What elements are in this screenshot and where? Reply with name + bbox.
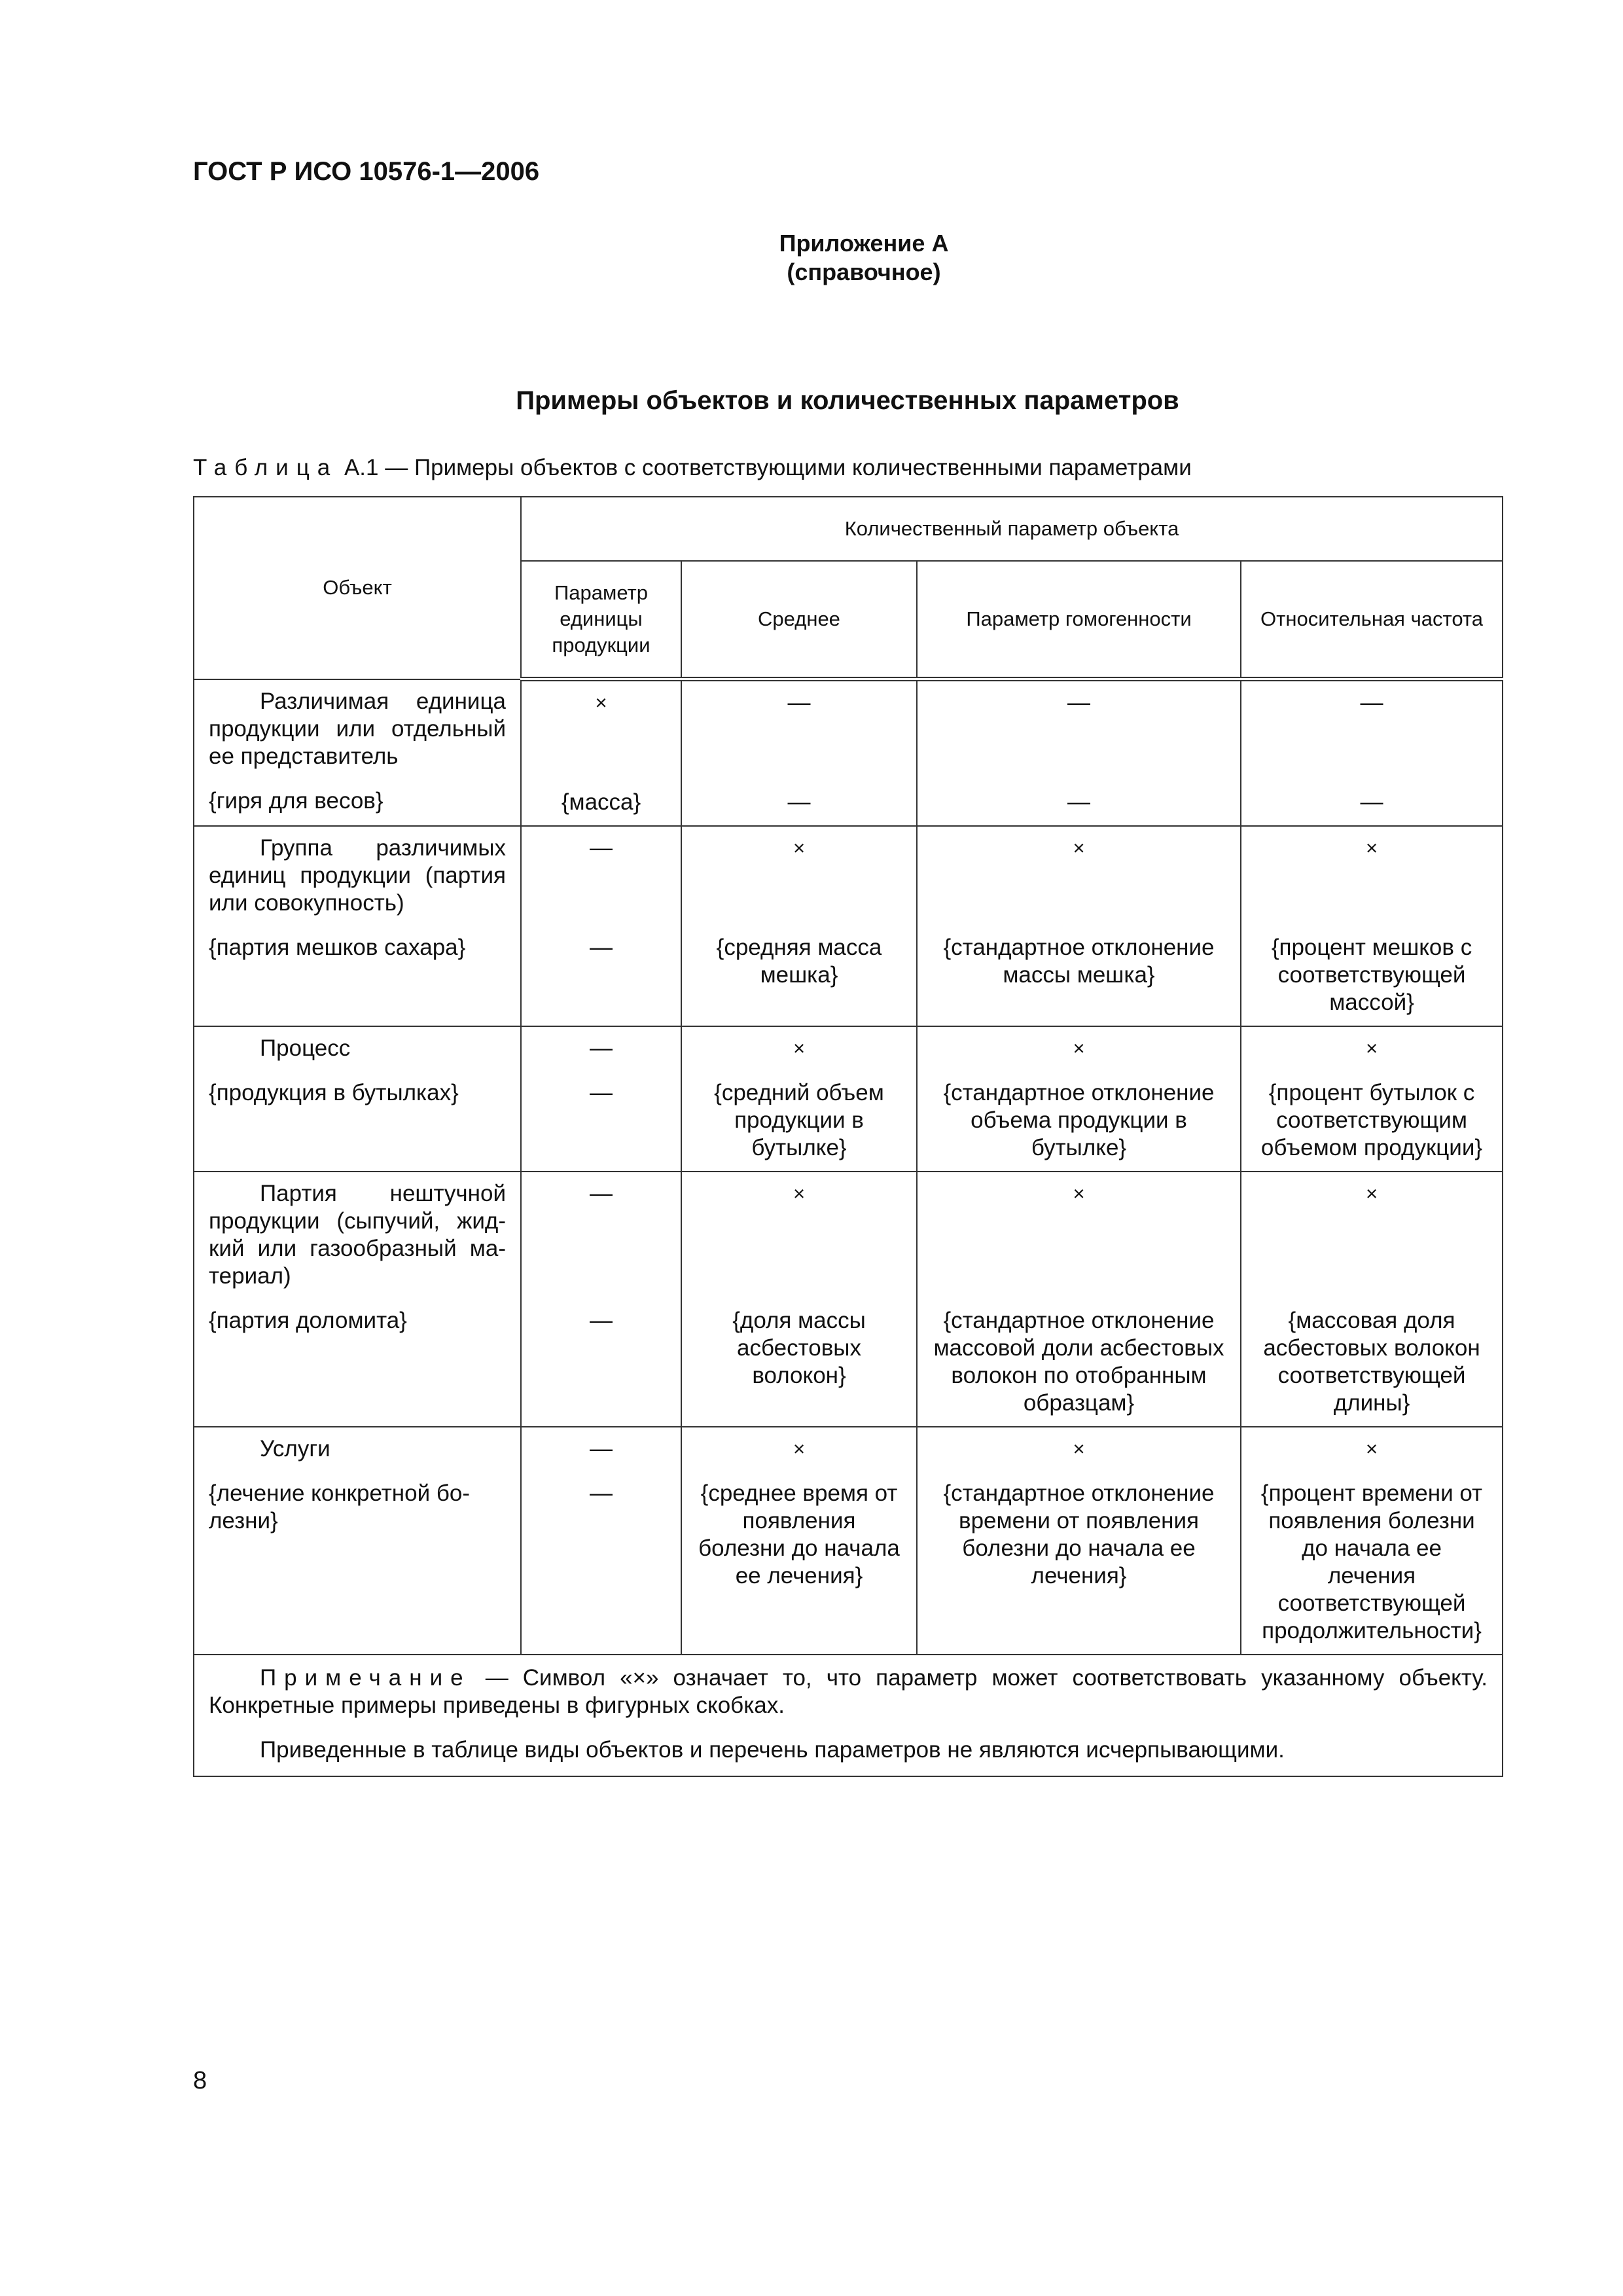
table-row bbox=[194, 679, 1503, 827]
homogeneity-example: — bbox=[1067, 789, 1090, 815]
mean-mark: — bbox=[787, 690, 811, 715]
frequency-example: {массовая доля асбестовых волокон соответствующей длины} bbox=[1263, 1308, 1480, 1416]
homogeneity-cell bbox=[917, 1026, 1241, 1172]
appendix-heading bbox=[694, 229, 1034, 287]
object-example: {партия мешков сахара} bbox=[209, 935, 466, 960]
mean-cell bbox=[681, 826, 917, 1026]
mean-cell bbox=[681, 679, 917, 827]
mean-cell bbox=[681, 1172, 917, 1427]
page-number: 8 bbox=[193, 2067, 207, 2094]
frequency-cell bbox=[1241, 679, 1503, 827]
note-label: Примечание bbox=[260, 1665, 471, 1691]
frequency-mark: × bbox=[1365, 1037, 1378, 1060]
object-cell bbox=[194, 1427, 521, 1655]
table-note-row bbox=[194, 1655, 1503, 1776]
homogeneity-mark: — bbox=[1067, 690, 1090, 715]
unit-param-mark: — bbox=[590, 1035, 613, 1061]
table-row bbox=[194, 826, 1503, 1026]
table-note bbox=[194, 1655, 1503, 1776]
section-title: Примеры объектов и количественных параметров bbox=[516, 386, 1179, 415]
header-homogeneity: Параметр гомогенности bbox=[917, 561, 1241, 679]
header-object: Объект bbox=[194, 497, 521, 679]
homogeneity-cell bbox=[917, 1427, 1241, 1655]
object-name: Процесс bbox=[260, 1035, 351, 1061]
object-cell bbox=[194, 679, 521, 827]
mean-mark: × bbox=[793, 1037, 806, 1060]
unit-param-example: — bbox=[590, 1308, 613, 1333]
homogeneity-cell bbox=[917, 826, 1241, 1026]
object-cell bbox=[194, 826, 521, 1026]
unit-param-cell bbox=[521, 679, 681, 827]
note-text: — Символ «×» означает то, что параметр может соответствовать указанному объекту. Конкретные примеры приведены в фигурных скобках. bbox=[209, 1665, 1488, 1718]
table-row bbox=[194, 1172, 1503, 1427]
homogeneity-mark: × bbox=[1073, 1182, 1085, 1205]
object-example: {лечение конкретной болезни} bbox=[209, 1480, 471, 1534]
parameters-table bbox=[193, 496, 1503, 1777]
mean-example: {средний объем продукции в бутылке} bbox=[714, 1080, 884, 1160]
frequency-cell bbox=[1241, 1026, 1503, 1172]
frequency-cell bbox=[1241, 826, 1503, 1026]
mean-mark: × bbox=[793, 1182, 806, 1205]
document-code: ГОСТ Р ИСО 10576-1—2006 bbox=[193, 157, 540, 186]
frequency-example: {процент бутылок с соответствующим объемом продукции} bbox=[1260, 1080, 1483, 1160]
frequency-example: — bbox=[1360, 789, 1383, 815]
unit-param-cell bbox=[521, 1026, 681, 1172]
homogeneity-example: {стандартное отклонение массовой доли асбестовых волокон по отобранным образцам} bbox=[933, 1308, 1224, 1416]
homogeneity-mark: × bbox=[1073, 1037, 1085, 1060]
object-cell bbox=[194, 1172, 521, 1427]
mean-mark: × bbox=[793, 836, 806, 859]
homogeneity-example: {стандартное отклонение массы мешка} bbox=[943, 935, 1215, 988]
frequency-mark: × bbox=[1365, 1437, 1378, 1460]
unit-param-cell bbox=[521, 826, 681, 1026]
appendix-title: Приложение А bbox=[779, 230, 949, 257]
homogeneity-example: {стандартное отклонение объема продукции в бутылке} bbox=[943, 1080, 1215, 1160]
frequency-example: {процент времени от появления болезни до начала ее лечения соответствующей продолжительности} bbox=[1260, 1480, 1483, 1643]
object-name: Партия нештучной продукции (сыпучий, жидкий или газообразный материал) bbox=[209, 1181, 506, 1289]
appendix-subtitle: (справочное) bbox=[787, 259, 941, 285]
frequency-mark: × bbox=[1365, 1182, 1378, 1205]
mean-example: {средняя масса мешка} bbox=[716, 935, 882, 988]
homogeneity-cell bbox=[917, 1172, 1241, 1427]
frequency-example: {процент мешков с соответствующей массой} bbox=[1271, 935, 1472, 1015]
unit-param-mark: — bbox=[590, 835, 613, 861]
frequency-cell bbox=[1241, 1427, 1503, 1655]
header-unit-parameter: Параметр единицы продукции bbox=[521, 561, 681, 679]
mean-example: — bbox=[787, 789, 811, 815]
table-caption bbox=[193, 455, 1192, 481]
object-example: {продукция в бутылках} bbox=[209, 1080, 459, 1105]
table-row bbox=[194, 1427, 1503, 1655]
note-paragraph bbox=[209, 1664, 1488, 1719]
unit-param-mark: — bbox=[590, 1436, 613, 1462]
homogeneity-mark: × bbox=[1073, 836, 1085, 859]
note-paragraph-2: Приведенные в таблице виды объектов и перечень параметров не являются исчерпывающими. bbox=[260, 1737, 1285, 1763]
homogeneity-cell bbox=[917, 679, 1241, 827]
table-caption-label: Таблица bbox=[193, 455, 338, 480]
object-name: Различимая единица продукции или отдельный ее представитель bbox=[209, 688, 506, 769]
unit-param-cell bbox=[521, 1427, 681, 1655]
object-name: Услуги bbox=[260, 1436, 330, 1462]
object-name: Группа различимых единиц продукции (партия или совокупность) bbox=[209, 835, 506, 916]
mean-example: {среднее время от появления болезни до начала ее лечения} bbox=[698, 1480, 900, 1588]
unit-param-mark: × bbox=[595, 691, 607, 714]
header-mean: Среднее bbox=[681, 561, 917, 679]
frequency-cell bbox=[1241, 1172, 1503, 1427]
unit-param-example: {масса} bbox=[561, 789, 641, 815]
object-example: {партия доломита} bbox=[209, 1308, 407, 1333]
table-caption-text: А.1 — Примеры объектов с соответствующими количественными параметрами bbox=[338, 455, 1192, 480]
header-parameter-group: Количественный параметр объекта bbox=[521, 497, 1503, 561]
unit-param-example: — bbox=[590, 1080, 613, 1105]
mean-example: {доля массы асбестовых волокон} bbox=[732, 1308, 866, 1388]
homogeneity-example: {стандартное отклонение времени от появления болезни до начала ее лечения} bbox=[943, 1480, 1215, 1588]
frequency-mark: — bbox=[1360, 690, 1383, 715]
homogeneity-mark: × bbox=[1073, 1437, 1085, 1460]
header-relative-frequency: Относительная частота bbox=[1241, 561, 1503, 679]
object-cell bbox=[194, 1026, 521, 1172]
mean-cell bbox=[681, 1026, 917, 1172]
object-example: {гиря для весов} bbox=[209, 787, 383, 814]
mean-cell bbox=[681, 1427, 917, 1655]
frequency-mark: × bbox=[1365, 836, 1378, 859]
table-row bbox=[194, 1026, 1503, 1172]
unit-param-example: — bbox=[590, 935, 613, 960]
unit-param-mark: — bbox=[590, 1181, 613, 1206]
mean-mark: × bbox=[793, 1437, 806, 1460]
unit-param-cell bbox=[521, 1172, 681, 1427]
unit-param-example: — bbox=[590, 1480, 613, 1506]
